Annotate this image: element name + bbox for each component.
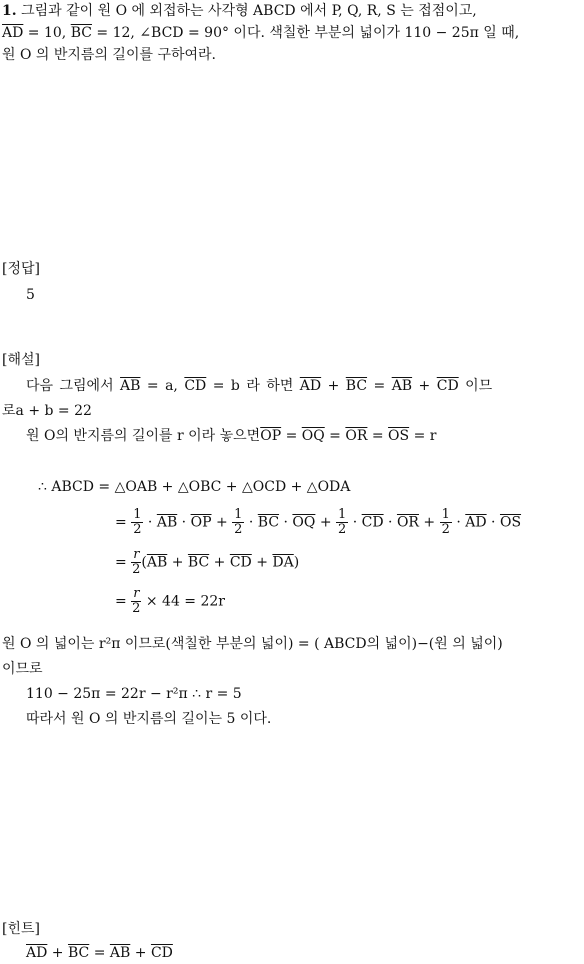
- solution-line-4: 원 O 의 넓이는 r²π 이므로(색칠한 부분의 넓이) = ( ABCD의 넓이)−(원 의 넓이): [2, 636, 503, 652]
- segment-cd: $\overline{CD}$: [436, 378, 459, 394]
- segment-or: $\overline{OR}$: [396, 514, 419, 531]
- solution-text: +: [321, 378, 346, 394]
- solution-text: =: [281, 428, 302, 444]
- answer-value: 5: [26, 287, 35, 303]
- segment-bc: $\overline{BC}$: [187, 554, 210, 571]
- solution-text: =: [367, 378, 392, 394]
- segment-ad: $\overline{AD}$: [2, 25, 24, 41]
- answer-label: [정답]: [2, 261, 40, 277]
- solution-label: [해설]: [2, 352, 40, 368]
- problem-text-2a: = 10,: [23, 25, 71, 41]
- segment-cd: $\overline{CD}$: [184, 378, 207, 394]
- solution-line-6: 110 − 25π = 22r − r²π ∴ r = 5: [26, 686, 242, 702]
- denominator: 2: [234, 522, 243, 537]
- numerator: r: [133, 547, 140, 562]
- segment-ad: $\overline{AD}$: [465, 514, 487, 531]
- fraction-half: [440, 508, 452, 537]
- equals-sign: =: [115, 514, 127, 531]
- denominator: 2: [338, 522, 347, 537]
- solution-line-2: 로a + b = 22: [2, 403, 92, 419]
- segment-da: $\overline{DA}$: [272, 554, 294, 571]
- segment-bc: $\overline{BC}$: [257, 514, 280, 531]
- solution-text: = b 라 하면: [206, 378, 300, 394]
- segment-bc: $\overline{BC}$: [70, 25, 92, 41]
- equation-line-1: ∴ ABCD = △OAB + △OBC + △OCD + △ODA: [38, 479, 351, 495]
- hint-text: +: [47, 945, 68, 961]
- equation-line-2: = $\frac{1}{2}$ · $\overline{AB} \cdot \overline{OP}$ + $\frac{1}{2}$ · $\overline{BC} \cdot \overline{OQ}$ + $\frac{1}{2}$ · $\overline{CD} \cdot \overline{OR}$ + $\frac{1}{2}$ · $\overline{AD} \cdot \overline{OS}$: [115, 507, 522, 537]
- solution-line-7: 따라서 원 O 의 반지름의 길이는 5 이다.: [26, 711, 272, 727]
- fraction-half: [336, 508, 348, 537]
- segment-bc: $\overline{BC}$: [345, 378, 368, 394]
- numerator: 1: [234, 507, 243, 522]
- solution-line-1: [26, 375, 492, 397]
- problem-line-3: 원 O 의 반지름의 길이를 구하여라.: [2, 47, 216, 63]
- numerator: 1: [133, 507, 142, 522]
- fraction-r-half: [131, 548, 141, 577]
- segment-or: $\overline{OR}$: [345, 428, 368, 444]
- hint-text: +: [130, 945, 151, 961]
- problem-text-2b: = 12, ∠BCD = 90° 이다. 색칠한 부분의 넓이가 110 − 25π 일 때,: [91, 25, 520, 41]
- solution-line-3: [26, 425, 436, 447]
- solution-text: = r: [409, 428, 437, 444]
- equation-line-3: = $\frac{r}{2}$ $(\overline{AB} + \overline{BC} + \overline{CD} + \overline{DA})$: [115, 547, 300, 577]
- hint-label: [힌트]: [2, 921, 40, 937]
- segment-bc: $\overline{BC}$: [67, 945, 90, 961]
- numerator: 1: [441, 507, 450, 522]
- denominator: 2: [441, 522, 450, 537]
- equals-sign: =: [115, 554, 127, 571]
- segment-ab: $\overline{AB}$: [146, 554, 168, 571]
- denominator: 2: [133, 522, 142, 537]
- segment-op: $\overline{OP}$: [190, 514, 212, 531]
- solution-text: =: [367, 428, 389, 444]
- denominator: 2: [132, 601, 141, 616]
- segment-op: $\overline{OP}$: [260, 428, 282, 444]
- segment-ab: $\overline{AB}$: [391, 378, 413, 394]
- solution-text: 원 O의 반지름의 길이를 r 이라 놓으면: [26, 428, 261, 444]
- segment-ad: $\overline{AD}$: [299, 378, 322, 394]
- problem-line-2: [2, 22, 519, 44]
- solution-text: 다음 그림에서: [26, 378, 121, 394]
- segment-ab: $\overline{AB}$: [120, 378, 141, 394]
- segment-ad: $\overline{AD}$: [26, 945, 48, 961]
- segment-cd: $\overline{CD}$: [229, 554, 252, 571]
- equals-sign: =: [115, 593, 127, 610]
- solution-text: 이므: [458, 378, 493, 394]
- segment-os: $\overline{OS}$: [499, 514, 522, 531]
- segment-os: $\overline{OS}$: [388, 428, 410, 444]
- equation-tail: × 44 = 22r: [145, 593, 225, 610]
- segment-ab: $\overline{AB}$: [156, 514, 178, 531]
- solution-line-5: 이므로: [2, 661, 43, 677]
- solution-text: +: [412, 378, 437, 394]
- hint-text: =: [89, 945, 110, 961]
- problem-text-1: 그림과 같이 원 O 에 외접하는 사각형 ABCD 에서 P, Q, R, S 는 접점이고,: [21, 3, 477, 19]
- denominator: 2: [132, 562, 141, 577]
- segment-cd: $\overline{CD}$: [361, 514, 384, 531]
- equation-line-4: [115, 587, 225, 616]
- hint-equation: [26, 942, 173, 964]
- solution-text: =: [324, 428, 346, 444]
- solution-text: = a,: [140, 378, 185, 394]
- fraction-half: [131, 508, 143, 537]
- problem-number: 1.: [2, 3, 17, 19]
- segment-oq: $\overline{OQ}$: [292, 514, 316, 531]
- fraction-r-half: [131, 587, 141, 616]
- numerator: r: [133, 586, 140, 601]
- segment-cd: $\overline{CD}$: [150, 945, 173, 961]
- segment-oq: $\overline{OQ}$: [301, 428, 325, 444]
- numerator: 1: [338, 507, 347, 522]
- fraction-half: [232, 508, 244, 537]
- segment-ab: $\overline{AB}$: [109, 945, 131, 961]
- problem-line-1: [2, 0, 477, 22]
